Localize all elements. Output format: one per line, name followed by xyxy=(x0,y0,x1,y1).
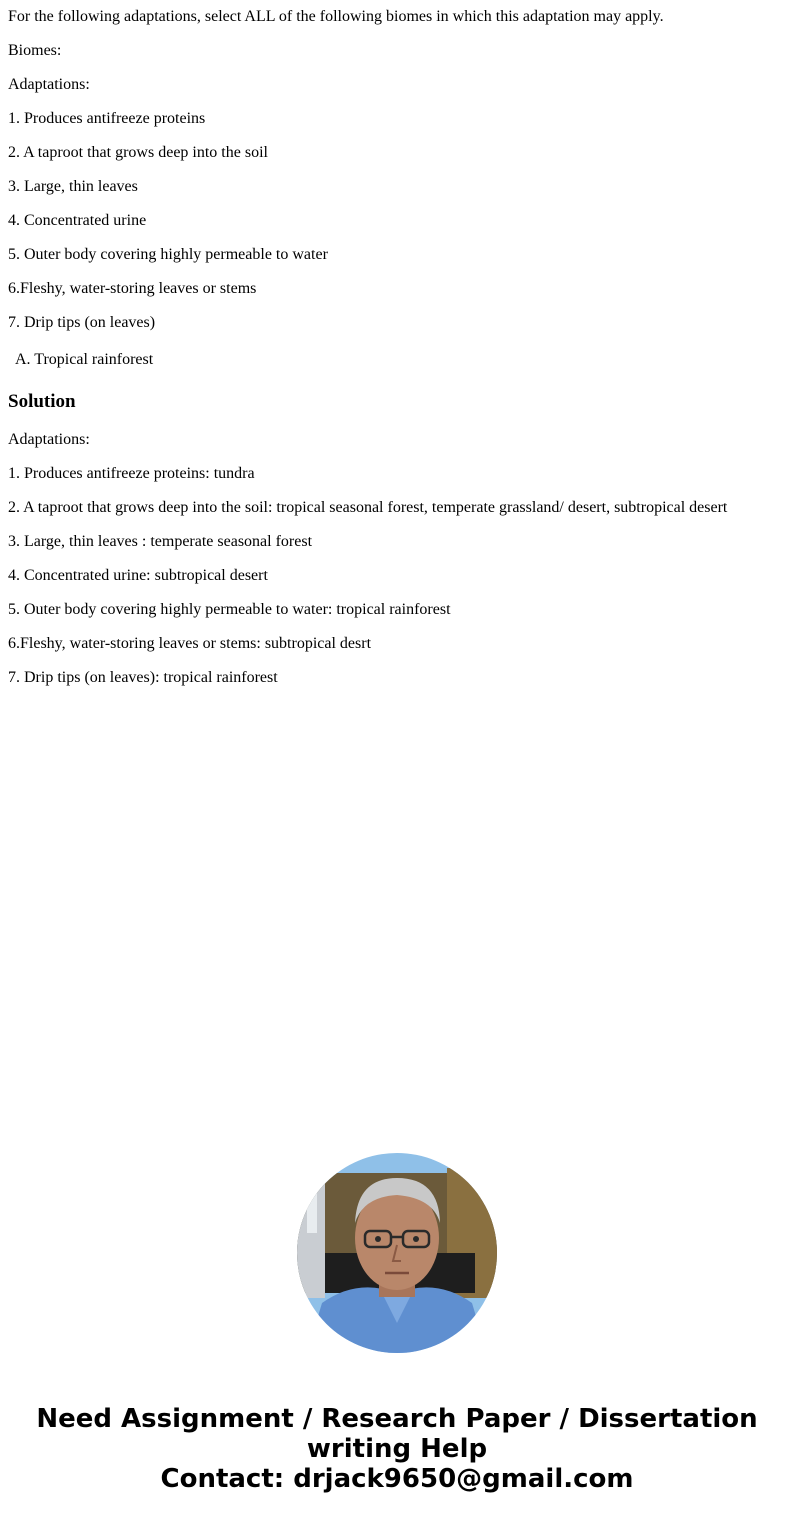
solution-item: 4. Concentrated urine: subtropical desert xyxy=(8,567,268,584)
banner-line-2: writing Help xyxy=(306,1434,488,1464)
adaptation-item: 6.Fleshy, water-storing leaves or stems xyxy=(8,280,257,297)
adaptation-item: 3. Large, thin leaves xyxy=(8,178,138,195)
question-intro: For the following adaptations, select ALL of the following biomes in which this adaptation may apply. xyxy=(8,8,664,25)
adaptation-item: 7. Drip tips (on leaves) xyxy=(8,314,156,331)
solution-item: 2. A taproot that grows deep into the soil: tropical seasonal forest, temperate grassland/ desert, subtropical desert xyxy=(8,499,728,516)
solution-adaptations-label: Adaptations: xyxy=(8,431,90,448)
biomes-label: Biomes: xyxy=(8,42,62,59)
solution-item: 7. Drip tips (on leaves): tropical rainforest xyxy=(8,669,278,686)
adaptations-label: Adaptations: xyxy=(8,76,90,93)
solution-item: 1. Produces antifreeze proteins: tundra xyxy=(8,465,255,482)
biome-option-a: A. Tropical rainforest xyxy=(15,351,154,368)
banner-line-1: Need Assignment / Research Paper / Dissertation xyxy=(36,1404,758,1434)
contact-banner xyxy=(0,1404,794,1494)
adaptation-item: 2. A taproot that grows deep into the soil xyxy=(8,144,268,161)
contact-email: Contact: drjack9650@gmail.com xyxy=(160,1464,634,1494)
author-avatar xyxy=(297,1153,497,1353)
adaptation-item: 1. Produces antifreeze proteins xyxy=(8,110,206,127)
solution-item: 6.Fleshy, water-storing leaves or stems: subtropical desrt xyxy=(8,635,372,652)
solution-item: 3. Large, thin leaves : temperate seasonal forest xyxy=(8,533,313,550)
solution-heading: Solution xyxy=(8,391,76,412)
solution-item: 5. Outer body covering highly permeable to water: tropical rainforest xyxy=(8,601,451,618)
adaptation-item: 4. Concentrated urine xyxy=(8,212,147,229)
adaptation-item: 5. Outer body covering highly permeable to water xyxy=(8,246,328,263)
